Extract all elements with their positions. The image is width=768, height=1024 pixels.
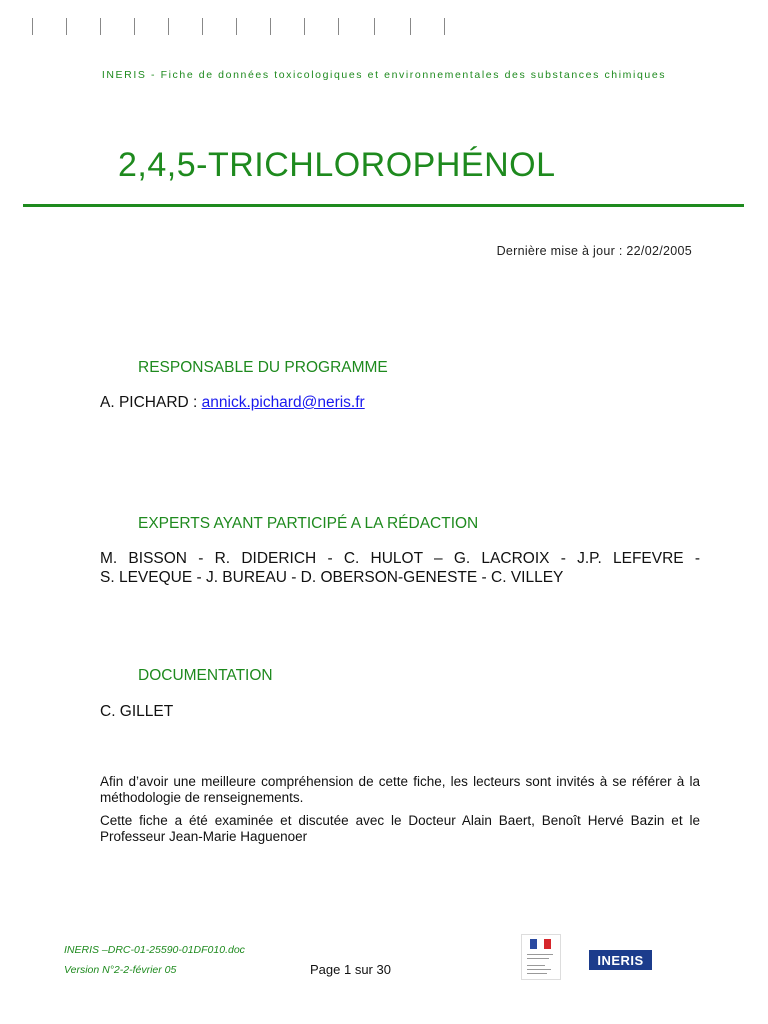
title-divider (23, 204, 744, 207)
responsable-email-link[interactable]: annick.pichard@neris.fr (201, 394, 365, 411)
last-update: Dernière mise à jour : 22/02/2005 (496, 244, 692, 258)
note-paragraph-1: Afin d’avoir une meilleure compréhension de cette fiche, les lecteurs sont invités à se référer à la méthodologie de renseignements. (100, 774, 700, 805)
ineris-logo: INERIS (589, 950, 652, 970)
footer-version: Version N°2-2-février 05 (64, 964, 177, 976)
experts-line-2: S. LEVEQUE - J. BUREAU - D. OBERSON-GENESTE - C. VILLEY (100, 569, 564, 586)
footer-doc-ref: INERIS –DRC-01-25590-01DF010.doc (64, 944, 245, 956)
responsable-name: A. PICHARD : (100, 394, 198, 411)
ruler-ticks (30, 18, 450, 36)
page-title: 2,4,5-TRICHLOROPHÉNOL (118, 146, 556, 184)
page-number: Page 1 sur 30 (310, 962, 391, 977)
note-paragraph-2: Cette fiche a été examinée et discutée avec le Docteur Alain Baert, Benoît Hervé Bazin et le Professeur Jean-Marie Haguenoer (100, 813, 700, 844)
responsable-heading: RESPONSABLE DU PROGRAMME (138, 359, 388, 376)
experts-heading: EXPERTS AYANT PARTICIPÉ A LA RÉDACTION (138, 515, 479, 532)
documentation-name: C. GILLET (100, 703, 174, 720)
responsable-line (100, 394, 365, 412)
document-header: INERIS - Fiche de données toxicologiques et environnementales des substances chimiques (101, 69, 667, 81)
documentation-heading: DOCUMENTATION (138, 667, 273, 684)
republique-francaise-logo (521, 934, 561, 980)
experts-line-1: M. BISSON - R. DIDERICH - C. HULOT – G. LACROIX - J.P. LEFEVRE - (100, 550, 700, 567)
